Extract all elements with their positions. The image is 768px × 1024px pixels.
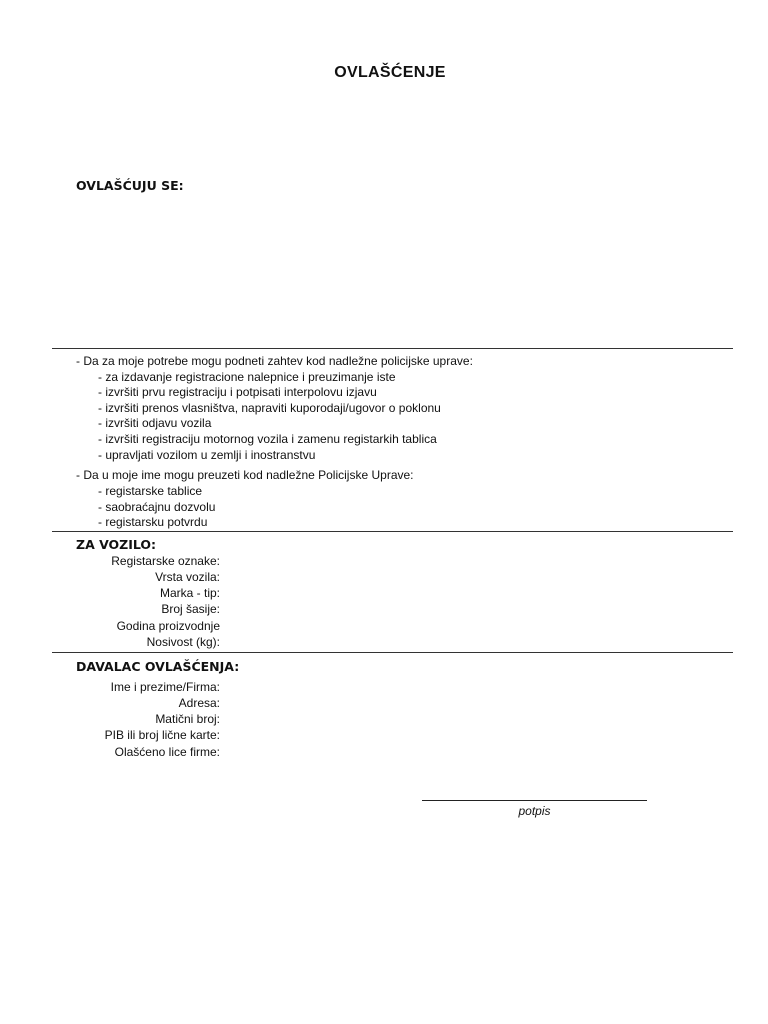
permission-item: - za izdavanje registracione nalepnice i preuzimanje iste bbox=[98, 369, 396, 384]
vehicle-field-label: Nosivost (kg): bbox=[146, 634, 220, 649]
permissions-intro-2: - Da u moje ime mogu preuzeti kod nadležne Policijske Uprave: bbox=[76, 468, 414, 482]
vehicle-field-labels bbox=[111, 553, 220, 651]
divider-top bbox=[52, 348, 733, 349]
divider-grantor bbox=[52, 652, 733, 653]
divider-vehicle bbox=[52, 531, 733, 532]
signature-label: potpis bbox=[518, 804, 551, 818]
permission-item: - upravljati vozilom u zemlji i inostranstvu bbox=[98, 447, 316, 462]
pickup-item: - registarsku potvrdu bbox=[98, 515, 208, 530]
vehicle-field-label: Marka - tip: bbox=[159, 586, 220, 601]
permissions-intro-1: - Da za moje potrebe mogu podneti zahtev kod nadležne policijske uprave: bbox=[76, 354, 473, 368]
vehicle-field-label: Vrsta vozila: bbox=[155, 569, 220, 584]
pickup-item: - registarske tablice bbox=[98, 484, 203, 498]
permission-item: - izvršiti registraciju motornog vozila i zamenu registarkih tablica bbox=[98, 431, 437, 446]
permissions-list-2 bbox=[98, 484, 215, 531]
signature-line bbox=[422, 800, 647, 801]
permissions-list-1 bbox=[98, 370, 441, 464]
grantor-field-labels bbox=[105, 679, 220, 760]
pickup-item: - saobraćajnu dozvolu bbox=[98, 499, 216, 514]
permission-item: - izvršiti prenos vlasništva, napraviti kuporodaji/ugovor o poklonu bbox=[98, 400, 441, 415]
vehicle-field-label: Godina proizvodnje bbox=[116, 618, 220, 633]
permission-item: - izvršiti prvu registraciju i potpisati interpolovu izjavu bbox=[98, 385, 377, 400]
permission-item: - izvršiti odjavu vozila bbox=[98, 416, 212, 431]
grantor-field-label: Adresa: bbox=[178, 695, 220, 710]
authorize-heading: OVLAŠĆUJU SE: bbox=[76, 178, 184, 193]
grantor-field-label: Matični broj: bbox=[155, 712, 220, 727]
document-title: OVLAŠĆENJE bbox=[334, 64, 446, 81]
vehicle-field-label: Registarske oznake: bbox=[111, 553, 220, 568]
vehicle-heading: ZA VOZILO: bbox=[76, 537, 157, 552]
grantor-field-label: Ime i prezime/Firma: bbox=[110, 679, 220, 694]
grantor-field-label: Olašćeno lice firme: bbox=[114, 744, 220, 759]
grantor-field-label: PIB ili broj lične karte: bbox=[104, 728, 220, 743]
vehicle-field-label: Broj šasije: bbox=[161, 602, 220, 617]
grantor-heading: DAVALAC OVLAŠĆENJA: bbox=[76, 659, 240, 674]
